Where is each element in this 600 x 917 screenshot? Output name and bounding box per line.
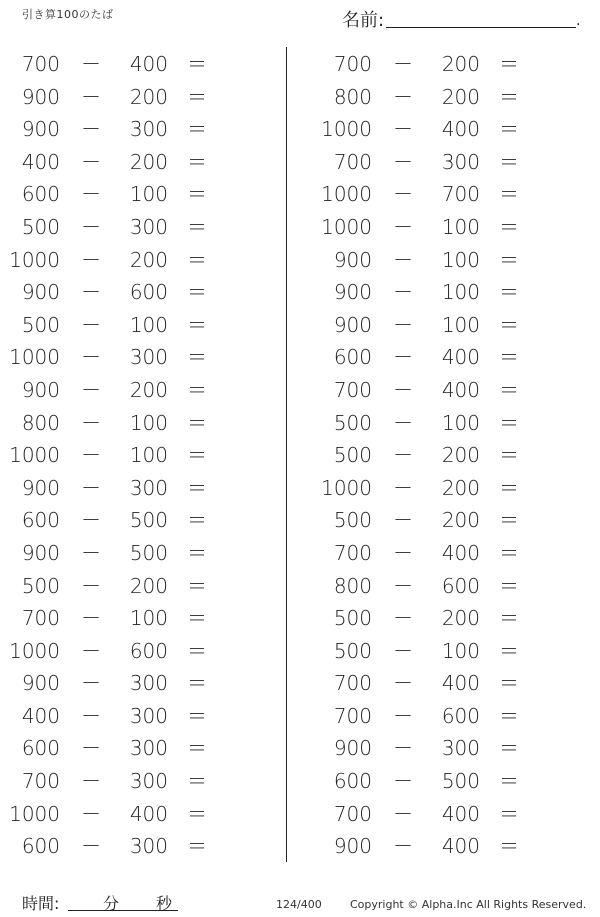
minuend: 600 <box>21 182 60 207</box>
equals-sign: ＝ <box>187 638 207 663</box>
name-label: 名前: <box>342 10 385 31</box>
minuend: 800 <box>333 573 372 598</box>
problem-row <box>312 798 600 831</box>
minus-sign: － <box>393 703 413 728</box>
minuend: 1000 <box>9 443 60 468</box>
problem-row <box>312 472 600 505</box>
problem-row <box>312 732 600 765</box>
problem-row <box>0 374 290 407</box>
equals-sign: ＝ <box>187 540 207 565</box>
minuend: 700 <box>21 769 60 794</box>
subtrahend: 100 <box>129 312 168 337</box>
problem-row <box>0 732 290 765</box>
problem-row <box>312 178 600 211</box>
minuend: 900 <box>333 736 372 761</box>
minuend: 700 <box>333 377 372 402</box>
equals-sign: ＝ <box>499 280 519 305</box>
problem-row <box>0 113 290 146</box>
minus-sign: － <box>393 52 413 76</box>
minuend: 600 <box>333 345 372 370</box>
minuend: 500 <box>21 573 60 598</box>
minuend: 700 <box>21 52 60 76</box>
problem-row <box>0 211 290 244</box>
equals-sign: ＝ <box>499 573 519 598</box>
minuend: 400 <box>21 703 60 728</box>
problem-row <box>312 146 600 179</box>
subtrahend: 100 <box>441 410 480 435</box>
minuend: 1000 <box>9 638 60 663</box>
equals-sign: ＝ <box>187 52 207 76</box>
minus-sign: － <box>81 149 101 174</box>
problem-row <box>0 244 290 277</box>
problem-row <box>0 48 290 81</box>
minuend: 900 <box>21 117 60 142</box>
subtrahend: 100 <box>441 312 480 337</box>
minus-sign: － <box>81 638 101 663</box>
subtrahend: 600 <box>129 638 168 663</box>
minus-sign: － <box>81 182 101 207</box>
minuend: 1000 <box>321 214 372 239</box>
problem-row <box>312 48 600 81</box>
subtrahend: 300 <box>129 475 168 500</box>
subtrahend: 100 <box>441 280 480 305</box>
minus-sign: － <box>81 214 101 239</box>
minus-sign: － <box>393 410 413 435</box>
minuend: 900 <box>333 834 372 859</box>
problem-row <box>312 765 600 798</box>
subtrahend: 400 <box>441 117 480 142</box>
minuend: 900 <box>333 312 372 337</box>
minuend: 900 <box>21 280 60 305</box>
subtrahend: 400 <box>441 671 480 696</box>
equals-sign: ＝ <box>499 540 519 565</box>
equals-sign: ＝ <box>499 214 519 239</box>
minus-sign: － <box>393 606 413 631</box>
minuend: 500 <box>333 410 372 435</box>
problem-row <box>0 570 290 603</box>
subtrahend: 300 <box>129 703 168 728</box>
seconds-label: 秒 <box>156 894 173 913</box>
problem-row <box>312 211 600 244</box>
subtrahend: 700 <box>441 182 480 207</box>
equals-sign: ＝ <box>187 84 207 109</box>
problem-row <box>312 570 600 603</box>
minutes-label: 分 <box>103 894 120 913</box>
minus-sign: － <box>81 736 101 761</box>
subtrahend: 100 <box>129 606 168 631</box>
equals-sign: ＝ <box>187 443 207 468</box>
equals-sign: ＝ <box>187 149 207 174</box>
minuend: 1000 <box>321 475 372 500</box>
problem-row <box>312 602 600 635</box>
minuend: 700 <box>333 149 372 174</box>
minus-sign: － <box>393 377 413 402</box>
problem-row <box>312 374 600 407</box>
minus-sign: － <box>81 769 101 794</box>
time-label: 時間: <box>22 894 60 913</box>
minuend: 600 <box>21 834 60 859</box>
equals-sign: ＝ <box>499 84 519 109</box>
problem-row <box>0 504 290 537</box>
problem-row <box>312 830 600 863</box>
equals-sign: ＝ <box>499 606 519 631</box>
subtrahend: 400 <box>441 834 480 859</box>
minus-sign: － <box>81 801 101 826</box>
minuend: 600 <box>333 769 372 794</box>
equals-sign: ＝ <box>499 638 519 663</box>
problem-row <box>312 635 600 668</box>
problem-row <box>0 765 290 798</box>
subtrahend: 400 <box>441 540 480 565</box>
minus-sign: － <box>81 703 101 728</box>
problem-row <box>312 504 600 537</box>
minuend: 1000 <box>9 345 60 370</box>
problem-column-left <box>0 48 290 863</box>
equals-sign: ＝ <box>187 801 207 826</box>
minus-sign: － <box>393 573 413 598</box>
subtrahend: 200 <box>441 52 480 76</box>
subtrahend: 100 <box>129 182 168 207</box>
name-field-dot: . <box>576 13 581 29</box>
minus-sign: － <box>393 280 413 305</box>
minus-sign: － <box>393 247 413 272</box>
minus-sign: － <box>81 508 101 533</box>
equals-sign: ＝ <box>187 182 207 207</box>
minus-sign: － <box>393 345 413 370</box>
minus-sign: － <box>81 84 101 109</box>
problem-row <box>0 439 290 472</box>
minuend: 700 <box>333 540 372 565</box>
equals-sign: ＝ <box>499 671 519 696</box>
subtrahend: 600 <box>441 703 480 728</box>
problem-row <box>0 276 290 309</box>
problem-row <box>0 798 290 831</box>
page-counter: 124/400 <box>276 898 322 911</box>
equals-sign: ＝ <box>499 443 519 468</box>
minus-sign: － <box>81 280 101 305</box>
equals-sign: ＝ <box>187 247 207 272</box>
problem-row <box>312 700 600 733</box>
equals-sign: ＝ <box>187 508 207 533</box>
minus-sign: － <box>81 52 101 76</box>
subtrahend: 600 <box>441 573 480 598</box>
subtrahend: 500 <box>129 540 168 565</box>
minus-sign: － <box>81 540 101 565</box>
subtrahend: 400 <box>441 377 480 402</box>
equals-sign: ＝ <box>187 834 207 859</box>
equals-sign: ＝ <box>499 149 519 174</box>
worksheet-title: 引き算100のたば <box>22 8 114 21</box>
subtrahend: 200 <box>129 377 168 402</box>
minuend: 600 <box>21 508 60 533</box>
problem-row <box>312 276 600 309</box>
problem-row <box>0 341 290 374</box>
minuend: 1000 <box>9 801 60 826</box>
minus-sign: － <box>393 117 413 142</box>
subtrahend: 100 <box>441 638 480 663</box>
problem-row <box>312 244 600 277</box>
subtrahend: 500 <box>129 508 168 533</box>
problem-column-right <box>312 48 600 863</box>
minus-sign: － <box>393 149 413 174</box>
minus-sign: － <box>393 443 413 468</box>
minuend: 800 <box>21 410 60 435</box>
minus-sign: － <box>393 508 413 533</box>
problem-row <box>312 309 600 342</box>
subtrahend: 300 <box>129 834 168 859</box>
minuend: 500 <box>333 638 372 663</box>
minus-sign: － <box>393 312 413 337</box>
minuend: 1000 <box>321 117 372 142</box>
subtrahend: 200 <box>441 84 480 109</box>
minuend: 700 <box>333 52 372 76</box>
problem-row <box>0 700 290 733</box>
subtrahend: 400 <box>129 52 168 76</box>
equals-sign: ＝ <box>187 377 207 402</box>
minuend: 500 <box>21 312 60 337</box>
minus-sign: － <box>81 247 101 272</box>
minus-sign: － <box>81 410 101 435</box>
minuend: 900 <box>333 280 372 305</box>
subtrahend: 100 <box>129 443 168 468</box>
subtrahend: 200 <box>441 508 480 533</box>
equals-sign: ＝ <box>187 410 207 435</box>
minus-sign: － <box>393 475 413 500</box>
subtrahend: 300 <box>129 345 168 370</box>
minus-sign: － <box>81 573 101 598</box>
problem-row <box>0 472 290 505</box>
equals-sign: ＝ <box>499 801 519 826</box>
subtrahend: 300 <box>441 149 480 174</box>
equals-sign: ＝ <box>187 214 207 239</box>
minus-sign: － <box>393 540 413 565</box>
equals-sign: ＝ <box>499 736 519 761</box>
copyright-text: Copyright © Alpha.Inc All Rights Reserved. <box>350 898 587 911</box>
minuend: 600 <box>21 736 60 761</box>
minus-sign: － <box>393 834 413 859</box>
minus-sign: － <box>81 443 101 468</box>
problem-row <box>0 407 290 440</box>
problem-row <box>0 537 290 570</box>
minuend: 900 <box>21 475 60 500</box>
name-field-line[interactable] <box>386 27 576 28</box>
minuend: 1000 <box>9 247 60 272</box>
subtrahend: 400 <box>129 801 168 826</box>
minuend: 500 <box>333 443 372 468</box>
minuend: 500 <box>333 508 372 533</box>
minus-sign: － <box>81 671 101 696</box>
problem-row <box>312 407 600 440</box>
problem-row <box>0 830 290 863</box>
subtrahend: 300 <box>129 769 168 794</box>
subtrahend: 500 <box>441 769 480 794</box>
minuend: 900 <box>21 540 60 565</box>
equals-sign: ＝ <box>499 117 519 142</box>
equals-sign: ＝ <box>187 606 207 631</box>
problem-row <box>312 537 600 570</box>
minuend: 700 <box>21 606 60 631</box>
minus-sign: － <box>393 769 413 794</box>
subtrahend: 200 <box>441 606 480 631</box>
minus-sign: － <box>81 345 101 370</box>
equals-sign: ＝ <box>499 247 519 272</box>
minus-sign: － <box>393 638 413 663</box>
subtrahend: 200 <box>129 149 168 174</box>
problem-row <box>312 667 600 700</box>
minuend: 900 <box>21 377 60 402</box>
minuend: 900 <box>333 247 372 272</box>
equals-sign: ＝ <box>187 703 207 728</box>
problem-row <box>0 602 290 635</box>
subtrahend: 600 <box>129 280 168 305</box>
equals-sign: ＝ <box>499 345 519 370</box>
minuend: 500 <box>333 606 372 631</box>
minus-sign: － <box>81 475 101 500</box>
minus-sign: － <box>81 377 101 402</box>
problem-row <box>312 113 600 146</box>
minuend: 900 <box>21 84 60 109</box>
minuend: 700 <box>333 703 372 728</box>
subtrahend: 100 <box>441 247 480 272</box>
subtrahend: 200 <box>129 573 168 598</box>
minus-sign: － <box>393 801 413 826</box>
problem-row <box>0 309 290 342</box>
equals-sign: ＝ <box>499 769 519 794</box>
minuend: 900 <box>21 671 60 696</box>
minuend: 500 <box>21 214 60 239</box>
equals-sign: ＝ <box>499 475 519 500</box>
minuend: 700 <box>333 801 372 826</box>
equals-sign: ＝ <box>187 345 207 370</box>
equals-sign: ＝ <box>499 834 519 859</box>
equals-sign: ＝ <box>187 312 207 337</box>
minus-sign: － <box>393 84 413 109</box>
minus-sign: － <box>81 117 101 142</box>
minuend: 800 <box>333 84 372 109</box>
equals-sign: ＝ <box>499 508 519 533</box>
subtrahend: 200 <box>129 84 168 109</box>
subtrahend: 200 <box>441 443 480 468</box>
equals-sign: ＝ <box>499 182 519 207</box>
subtrahend: 400 <box>441 801 480 826</box>
subtrahend: 300 <box>129 671 168 696</box>
problem-row <box>312 341 600 374</box>
minus-sign: － <box>81 606 101 631</box>
minus-sign: － <box>81 312 101 337</box>
equals-sign: ＝ <box>499 410 519 435</box>
problem-row <box>312 439 600 472</box>
problem-row <box>0 178 290 211</box>
problem-row <box>0 635 290 668</box>
equals-sign: ＝ <box>187 280 207 305</box>
equals-sign: ＝ <box>499 377 519 402</box>
equals-sign: ＝ <box>499 52 519 76</box>
problem-row <box>0 667 290 700</box>
problem-row <box>0 146 290 179</box>
minuend: 700 <box>333 671 372 696</box>
subtrahend: 100 <box>441 214 480 239</box>
equals-sign: ＝ <box>187 736 207 761</box>
equals-sign: ＝ <box>187 573 207 598</box>
minuend: 400 <box>21 149 60 174</box>
equals-sign: ＝ <box>187 475 207 500</box>
minuend: 1000 <box>321 182 372 207</box>
subtrahend: 300 <box>129 736 168 761</box>
subtrahend: 200 <box>441 475 480 500</box>
problem-row <box>312 81 600 114</box>
minus-sign: － <box>393 214 413 239</box>
equals-sign: ＝ <box>187 769 207 794</box>
subtrahend: 100 <box>129 410 168 435</box>
subtrahend: 400 <box>441 345 480 370</box>
minus-sign: － <box>393 736 413 761</box>
subtrahend: 300 <box>129 117 168 142</box>
equals-sign: ＝ <box>187 117 207 142</box>
minus-sign: － <box>393 182 413 207</box>
equals-sign: ＝ <box>499 312 519 337</box>
subtrahend: 200 <box>129 247 168 272</box>
problem-row <box>0 81 290 114</box>
subtrahend: 300 <box>129 214 168 239</box>
minus-sign: － <box>81 834 101 859</box>
equals-sign: ＝ <box>499 703 519 728</box>
subtrahend: 300 <box>441 736 480 761</box>
minus-sign: － <box>393 671 413 696</box>
equals-sign: ＝ <box>187 671 207 696</box>
